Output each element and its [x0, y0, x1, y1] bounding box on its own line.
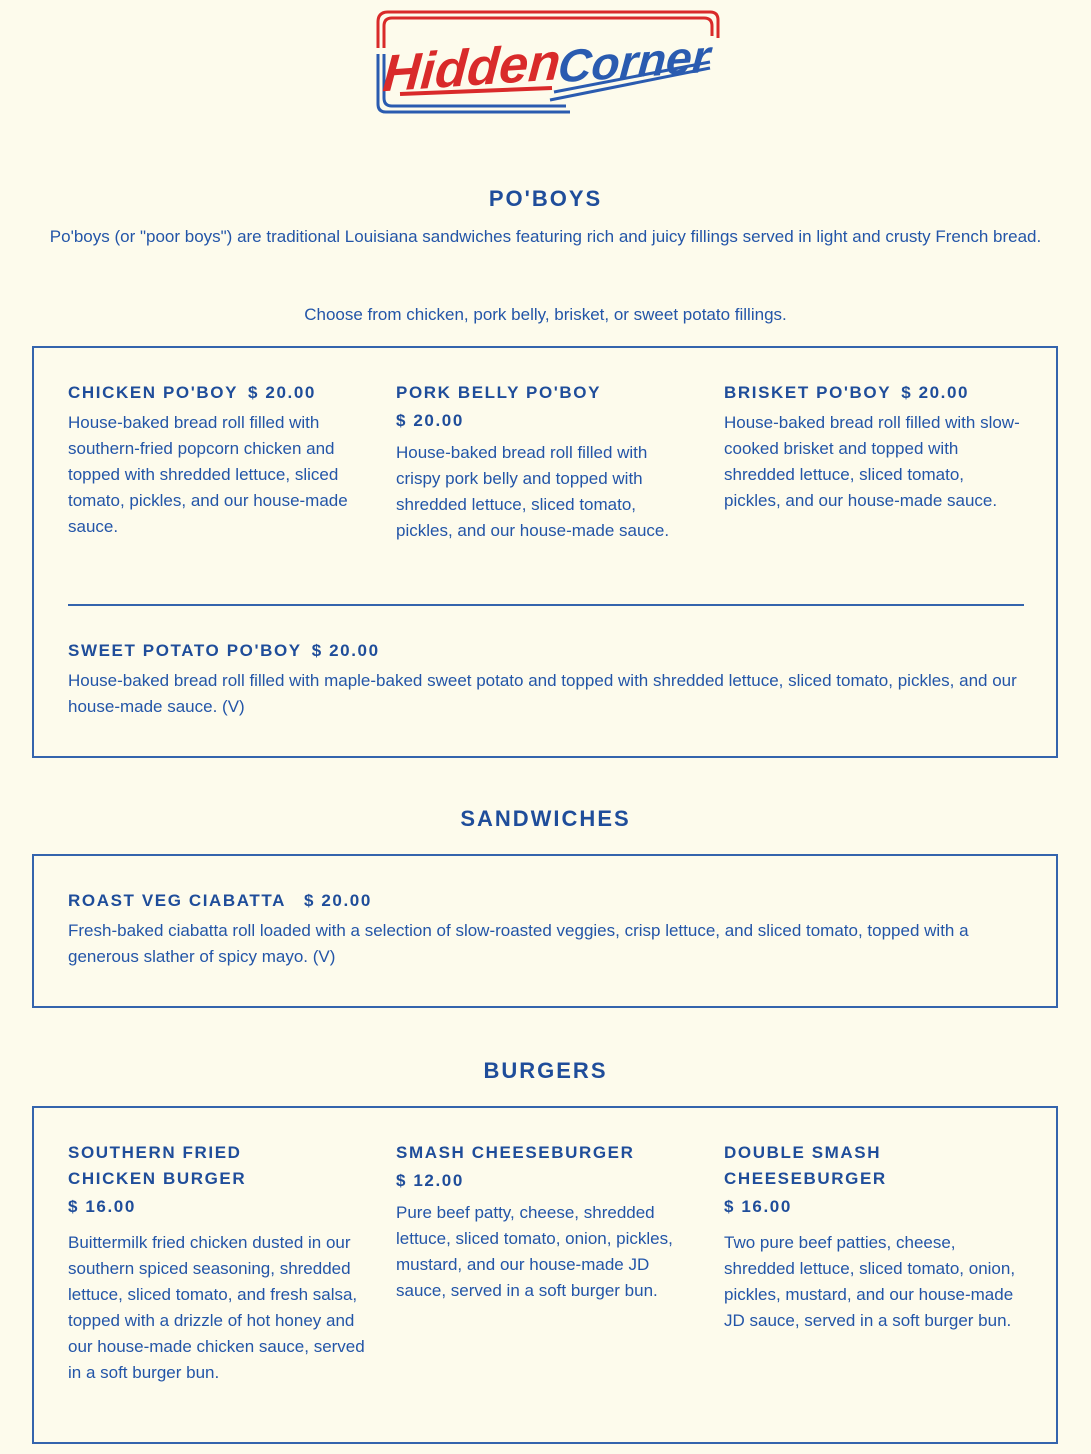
- item-price: $ 20.00: [396, 411, 464, 430]
- item-description: House-baked bread roll filled with southern-fried popcorn chicken and topped with shredded lettuce, sliced tomato, pickles, and our house-made sauce.: [68, 413, 348, 536]
- sandwiches-panel: [32, 854, 1058, 1008]
- item-name: PORK BELLY PO'BOY: [396, 383, 602, 402]
- menu-item-chicken-poboy: [68, 380, 368, 540]
- menu-item-double-smash-cheeseburger-desc: [724, 1230, 1020, 1334]
- panel-divider: [68, 604, 1024, 606]
- item-name: DOUBLE SMASH CHEESEBURGER: [724, 1143, 887, 1188]
- item-description: House-baked bread roll filled with crispy pork belly and topped with shredded lettuce, sliced tomato, pickles, and our house-made sauce.: [396, 443, 670, 540]
- item-price: $ 20.00: [311, 641, 380, 660]
- hidden-corner-logo: [370, 8, 722, 118]
- menu-item-roast-veg-ciabatta: [68, 888, 1028, 970]
- menu-item-double-smash-cheeseburger: [724, 1140, 914, 1222]
- item-description: Fresh-baked ciabatta roll loaded with a selection of slow-roasted veggies, crisp lettuce, and sliced tomato, topped with a generous slather of spicy mayo. (V): [68, 921, 969, 966]
- menu-item-smash-cheeseburger: [396, 1140, 696, 1304]
- item-name: SOUTHERN FRIED CHICKEN BURGER: [68, 1143, 247, 1188]
- menu-item-brisket-poboy: [724, 380, 1024, 514]
- item-description: Two pure beef patties, cheese, shredded lettuce, sliced tomato, onion, pickles, mustard, and our house-made JD sauce, served in a soft burger bun.: [724, 1233, 1016, 1330]
- logo-word-hidden: Hidden: [380, 33, 563, 104]
- menu-item-southern-fried-chicken-burger-desc: [68, 1230, 368, 1386]
- menu-item-southern-fried-chicken-burger: [68, 1140, 278, 1222]
- logo-graphic: [370, 8, 722, 118]
- item-price: $ 12.00: [396, 1171, 464, 1190]
- menu-item-sweet-potato-poboy: [68, 638, 1028, 720]
- poboys-intro: Po'boys (or "poor boys") are traditional Louisiana sandwiches featuring rich and juicy fillings served in light and crusty French bread.: [49, 227, 1042, 246]
- section-title-poboys: PO'BOYS: [488, 186, 603, 211]
- section-title-burgers: BURGERS: [483, 1058, 608, 1083]
- item-name: BRISKET PO'BOY $ 20.00: [724, 383, 970, 402]
- item-price: $ 20.00: [248, 383, 316, 402]
- item-name: SMASH CHEESEBURGER: [396, 1143, 635, 1162]
- item-description: Pure beef patty, cheese, shredded lettuce, sliced tomato, onion, pickles, mustard, and our house-made JD sauce, served in a soft burger bun.: [396, 1203, 673, 1300]
- poboys-choose-note: Choose from chicken, pork belly, brisket, or sweet potato fillings.: [304, 305, 787, 324]
- menu-item-pork-belly-poboy: [396, 380, 696, 544]
- item-price: $ 20.00: [901, 383, 970, 402]
- item-price: $ 20.00: [304, 891, 372, 910]
- item-name: CHICKEN PO'BOY $ 20.00: [68, 383, 316, 402]
- burgers-panel: [32, 1106, 1058, 1444]
- item-description: House-baked bread roll filled with maple-baked sweet potato and topped with shredded lettuce, sliced tomato, pickles, and our house-made sauce. (V): [68, 671, 1017, 716]
- item-name: ROAST VEG CIABATTA $ 20.00: [68, 891, 372, 910]
- item-description: Buittermilk fried chicken dusted in our southern spiced seasoning, shredded lettuce, sliced tomato, and fresh salsa, topped with a drizzle of hot honey and our house-made chicken sauce, served in a soft burger bun.: [68, 1233, 365, 1382]
- item-price: $ 16.00: [68, 1197, 136, 1216]
- section-title-sandwiches: SANDWICHES: [460, 806, 631, 831]
- item-price: $ 16.00: [724, 1197, 792, 1216]
- item-name: SWEET POTATO PO'BOY $ 20.00: [68, 641, 380, 660]
- logo-word-corner: Corner: [556, 30, 712, 93]
- item-description: House-baked bread roll filled with slow-cooked brisket and topped with shredded lettuce, sliced tomato, pickles, and our house-made sauce.: [724, 413, 1020, 510]
- poboys-panel: [32, 346, 1058, 758]
